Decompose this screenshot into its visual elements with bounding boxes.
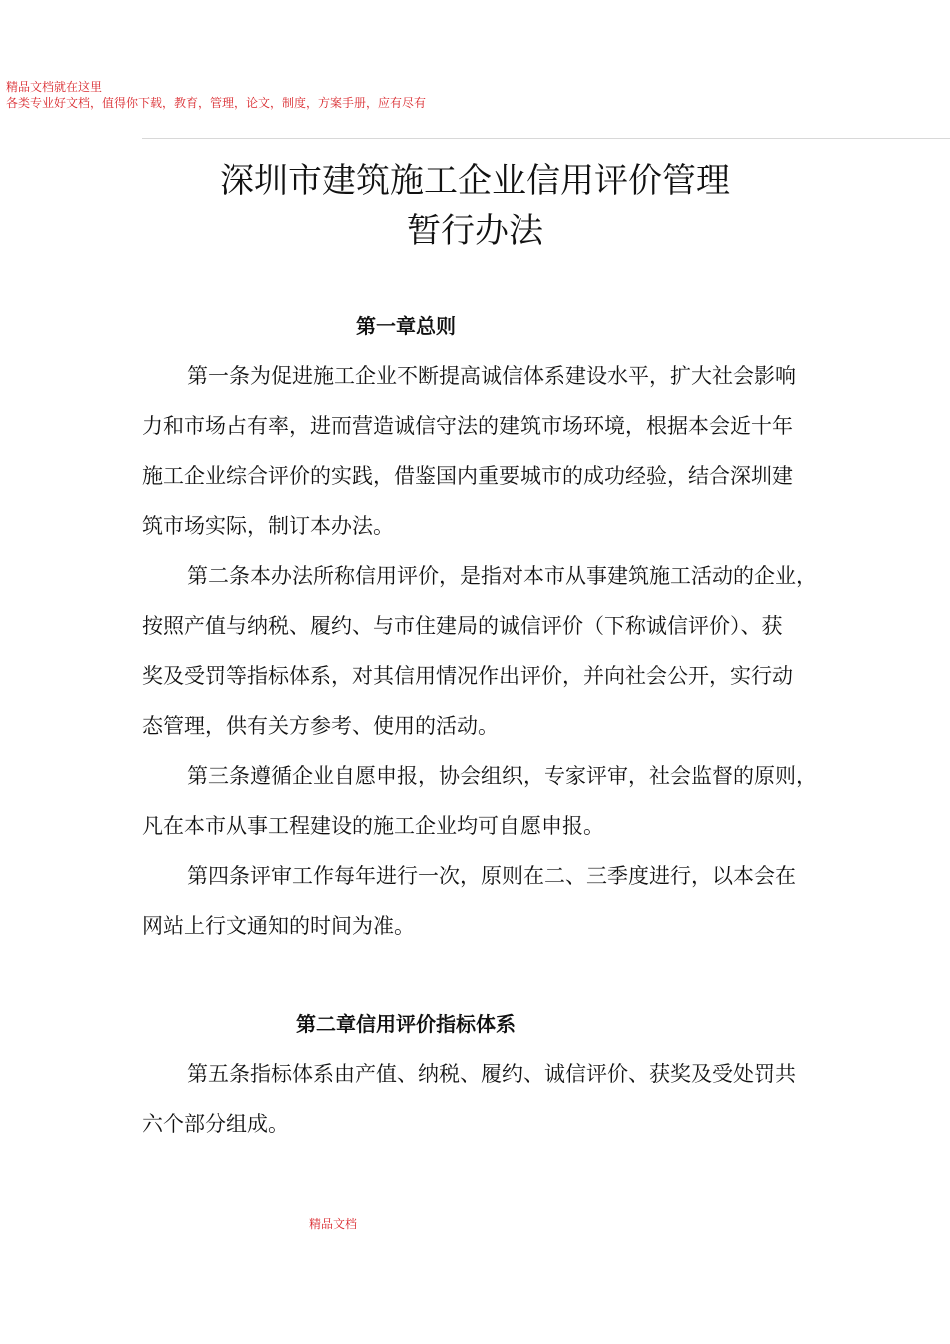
article-2-line: 奖及受罚等指标体系，对其信用情况作出评价，并向社会公开，实行动 — [142, 664, 793, 688]
document-title-line-1: 深圳市建筑施工企业信用评价管理 — [220, 161, 730, 201]
watermark-line-2: 各类专业好文档，值得你下载，教育，管理，论文，制度，方案手册，应有尽有 — [6, 96, 427, 110]
article-3-line: 凡在本市从事工程建设的施工企业均可自愿申报。 — [142, 814, 604, 838]
article-5-line: 第五条指标体系由产值、纳税、履约、诚信评价、获奖及受处罚共 — [187, 1062, 796, 1086]
article-2-line: 按照产值与纳税、履约、与市住建局的诚信评价（下称诚信评价）、获 — [142, 614, 783, 638]
watermark-line-1: 精品文档就在这里 — [6, 80, 103, 94]
header-divider — [142, 138, 950, 139]
article-4-line: 第四条评审工作每年进行一次，原则在二、三季度进行，以本会在 — [187, 864, 796, 888]
article-1-line: 第一条为促进施工企业不断提高诚信体系建设水平，扩大社会影响 — [187, 364, 796, 388]
chapter-2-heading: 第二章信用评价指标体系 — [296, 1012, 516, 1036]
article-5-line: 六个部分组成。 — [142, 1112, 289, 1136]
article-1-line: 筑市场实际，制订本办法。 — [142, 514, 394, 538]
article-2-line: 态管理，供有关方参考、使用的活动。 — [142, 714, 499, 738]
article-1-line: 施工企业综合评价的实践，借鉴国内重要城市的成功经验，结合深圳建 — [142, 464, 793, 488]
chapter-1-heading: 第一章总则 — [356, 314, 456, 338]
document-title-line-2: 暂行办法 — [407, 211, 543, 251]
article-1-line: 力和市场占有率，进而营造诚信守法的建筑市场环境，根据本会近十年 — [142, 414, 793, 438]
article-2-line: 第二条本办法所称信用评价，是指对本市从事建筑施工活动的企业， — [187, 564, 817, 588]
footer-watermark: 精品文档 — [309, 1217, 358, 1231]
article-3-line: 第三条遵循企业自愿申报，协会组织，专家评审，社会监督的原则， — [187, 764, 817, 788]
article-4-line: 网站上行文通知的时间为准。 — [142, 914, 415, 938]
